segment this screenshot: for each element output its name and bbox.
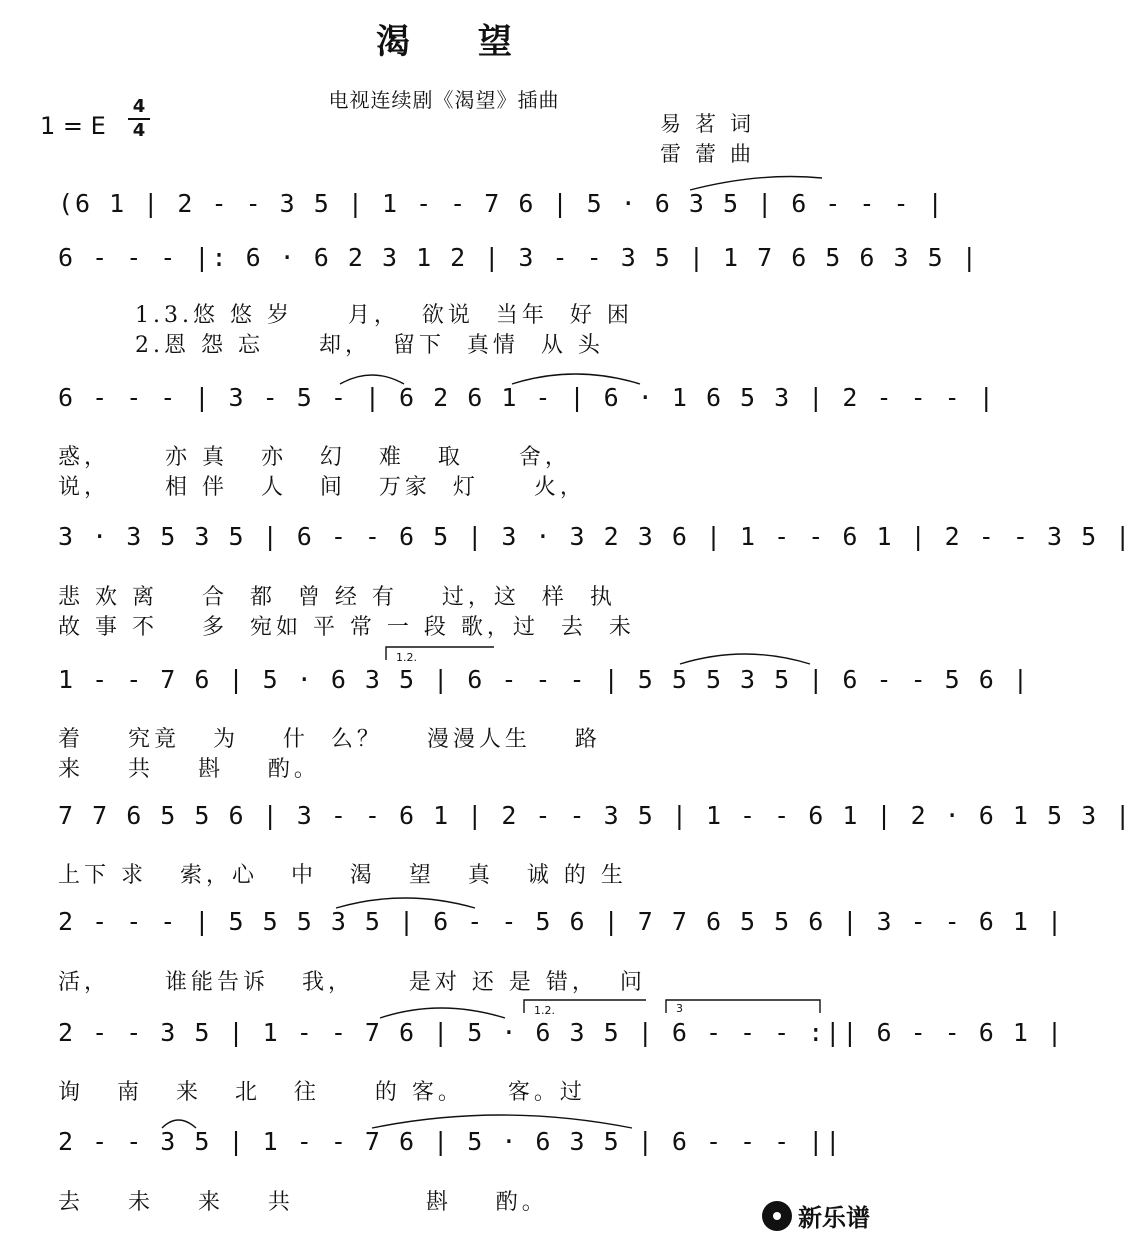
time-signature-top: 4 — [132, 96, 146, 117]
music-line-8: 2 - - 3 5 | 1 - - 7 6 | 5 · 6 3 5 | 6 - - - :|| 6 - - 6 1 | — [58, 1018, 1065, 1047]
lyric-line-3b: 说， 相 伴 人 间 万家 灯 火， — [58, 475, 586, 500]
lyricist-credit: 易茗词 — [660, 112, 765, 136]
song-subtitle: 电视连续剧《渴望》插曲 — [328, 88, 560, 112]
volta-label-first-repeat: 1.2. — [534, 1004, 555, 1017]
music-line-7: 2 - - - | 5 5 5 3 5 | 6 - - 5 6 | 7 7 6 5 5 6 | 3 - - 6 1 | — [58, 907, 1065, 936]
volta-bracket-3 — [666, 1000, 820, 1013]
time-signature-bottom: 4 — [132, 120, 146, 141]
lyric-line-2b: 2.恩 怨 忘 却， 留下 真情 从 头 — [135, 333, 604, 358]
lyric-line-3a: 惑， 亦 真 亦 幻 难 取 舍， — [58, 445, 571, 470]
volta-label-first: 1.2. — [396, 651, 417, 664]
music-line-1: (6 1 | 2 - - 3 5 | 1 - - 7 6 | 5 · 6 3 5 | 6 - - - | — [58, 189, 945, 218]
music-line-4: 3 · 3 5 3 5 | 6 - - 6 5 | 3 · 3 2 3 6 | 1 - - 6 1 | 2 - - 3 5 | — [58, 522, 1132, 551]
music-line-6: 7 7 6 5 5 6 | 3 - - 6 1 | 2 - - 3 5 | 1 - - 6 1 | 2 · 6 1 5 3 | — [58, 801, 1132, 830]
lyric-line-4b: 故 事 不 多 宛如 平 常 一 段 歌，过 去 未 — [58, 615, 635, 640]
music-line-3: 6 - - - | 3 - 5 - | 6 2 6 1 - | 6 · 1 6 5 3 | 2 - - - | — [58, 383, 996, 412]
music-line-2: 6 - - - |: 6 · 6 2 3 1 2 | 3 - - 3 5 | 1 7 6 5 6 3 5 | — [58, 243, 979, 272]
site-logo — [762, 1198, 870, 1233]
time-signature — [128, 97, 150, 141]
music-line-5: 1 - - 7 6 | 5 · 6 3 5 | 6 - - - | 5 5 5 3 5 | 6 - - 5 6 | — [58, 665, 1030, 694]
lyric-line-9a: 去 未 来 共 斟 酌。 — [58, 1190, 548, 1215]
volta-bracket-2 — [524, 1000, 646, 1013]
lyric-line-2a: 1.3.悠 悠 岁 月， 欲说 当年 好 困 — [135, 303, 633, 328]
lyric-line-6a: 上下 求 索，心 中 渴 望 真 诚 的 生 — [58, 863, 627, 888]
music-line-9: 2 - - 3 5 | 1 - - 7 6 | 5 · 6 3 5 | 6 - - - || — [58, 1127, 843, 1156]
volta-label-second: 3 — [676, 1002, 683, 1015]
lyric-line-8a: 询 南 来 北 往 的 客。 客。过 — [58, 1080, 586, 1105]
key-signature: 1 = E — [40, 112, 106, 140]
song-title: 渴 望 — [376, 22, 540, 62]
lyric-line-4a: 悲 欢 离 合 都 曾 经 有 过，这 样 执 — [58, 585, 616, 610]
composer-credit: 雷蕾曲 — [660, 142, 765, 166]
lyric-line-5a: 着 究竟 为 什 么？ 漫漫人生 路 — [58, 727, 601, 752]
lyric-line-5b: 来 共 斟 酌。 — [58, 757, 320, 782]
logo-text: 新乐谱 — [798, 1204, 870, 1232]
music-disc-icon — [762, 1201, 792, 1231]
volta-bracket-1 — [386, 647, 494, 660]
lyric-line-7a: 活， 谁能告诉 我， 是对 还 是 错， 问 — [58, 970, 646, 995]
